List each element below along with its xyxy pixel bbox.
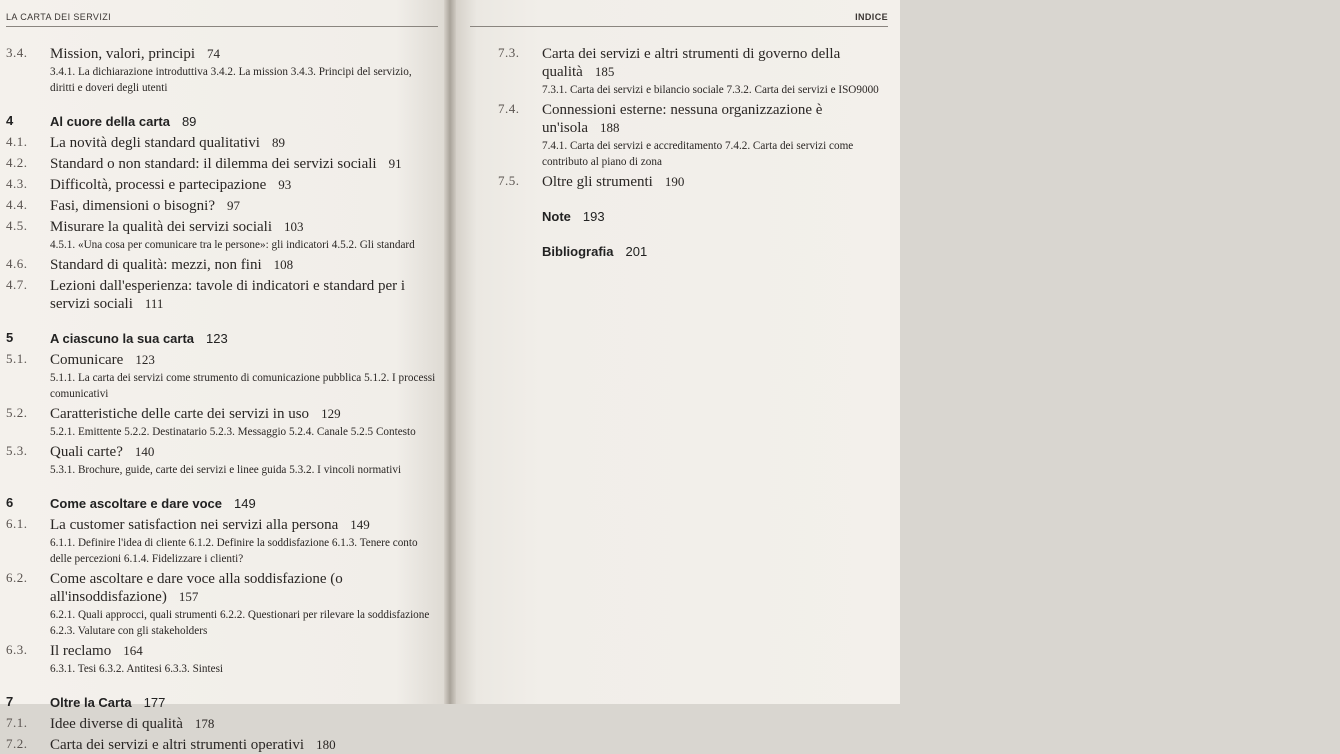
toc-page-number: 190	[664, 174, 685, 189]
left-running-head: LA CARTA DEI SERVIZI	[6, 12, 112, 22]
toc-subsections: 7.4.1. Carta dei servizi e accreditamento 7.4.2. Carta dei servizi come contributo al piano di zona	[542, 140, 854, 168]
toc-section	[6, 736, 436, 754]
toc-title: La customer satisfaction nei servizi alla persona	[50, 517, 339, 533]
toc-number: 7	[6, 694, 14, 709]
toc-section	[6, 405, 436, 440]
toc-number: 4.2.	[6, 155, 28, 170]
toc-chapter	[498, 208, 890, 226]
toc-subsections: 6.3.1. Tesi 6.3.2. Antitesi 6.3.3. Sintesi	[50, 663, 224, 675]
toc-title: Standard di qualità: mezzi, non fini	[50, 257, 262, 273]
show-through-text	[920, 190, 1340, 670]
toc-subsections: 5.3.1. Brochure, guide, carte dei servizi e linee guida 5.3.2. I vincoli normativi	[50, 464, 402, 476]
toc-page-number: 103	[284, 219, 304, 234]
toc-title: Standard o non standard: il dilemma dei servizi sociali	[50, 156, 377, 172]
toc-number: 7.3.	[498, 45, 520, 60]
toc-title: Carta dei servizi e altri strumenti di governo della qualità	[542, 46, 841, 80]
toc-page-number: 140	[134, 444, 155, 459]
toc-page-number: 177	[143, 695, 166, 710]
toc-title: Comunicare	[50, 352, 124, 368]
toc-section	[6, 134, 436, 152]
toc-number: 5	[6, 330, 14, 345]
toc-title: Misurare la qualità dei servizi sociali	[50, 219, 273, 235]
toc-subsections: 6.2.1. Quali approcci, quali strumenti 6.2.2. Questionari per rilevare la soddisfazione 6.2.3. Valutare con gli stakeholders	[50, 609, 430, 637]
toc-title: A ciascuno la sua carta	[50, 331, 195, 346]
right-toc	[498, 42, 890, 261]
toc-page-number: 108	[273, 257, 294, 272]
toc-page-number: 178	[194, 716, 215, 731]
toc-number: 4.5.	[6, 218, 28, 233]
toc-subsections: 4.5.1. «Una cosa per comunicare tra le persone»: gli indicatori 4.5.2. Gli standard	[50, 239, 415, 251]
toc-number	[498, 208, 542, 226]
toc-section	[6, 218, 436, 253]
toc-subsections: 3.4.1. La dichiarazione introduttiva 3.4.2. La mission 3.4.3. Principi del servizio, diritti e doveri degli utenti	[50, 66, 412, 94]
toc-number: 4.4.	[6, 197, 28, 212]
toc-section	[498, 173, 890, 191]
toc-section	[6, 197, 436, 215]
toc-subsections: 6.1.1. Definire l'idea di cliente 6.1.2. Definire la soddisfazione 6.1.3. Tenere conto delle percezioni 6.1.4. Fidelizzare i clienti?	[50, 537, 418, 565]
toc-title: Come ascoltare e dare voce alla soddisfazione (o all'insoddisfazione)	[50, 571, 343, 605]
toc-chapter	[6, 694, 436, 712]
toc-section	[6, 715, 436, 733]
toc-title: Bibliografia	[542, 244, 614, 259]
toc-title: Note	[542, 209, 571, 224]
toc-page-number: 89	[271, 135, 285, 150]
toc-number: 4.1.	[6, 134, 28, 149]
toc-number: 5.2.	[6, 405, 28, 420]
left-toc	[6, 42, 436, 754]
toc-section	[6, 443, 436, 478]
toc-number: 7.5.	[498, 173, 520, 188]
toc-section	[6, 176, 436, 194]
right-running-head: INDICE	[855, 12, 888, 22]
toc-section	[6, 642, 436, 677]
toc-page-number: 93	[278, 177, 292, 192]
toc-page-number: 149	[350, 517, 370, 532]
toc-page-number: 188	[600, 120, 620, 135]
toc-chapter	[6, 495, 436, 513]
toc-number: 5.3.	[6, 443, 28, 458]
toc-page-number: 180	[316, 737, 336, 752]
toc-page-number: 149	[233, 496, 256, 511]
toc-section	[6, 570, 436, 639]
left-header-rule	[6, 26, 438, 27]
toc-subsections: 5.2.1. Emittente 5.2.2. Destinatario 5.2.3. Messaggio 5.2.4. Canale 5.2.5 Contesto	[50, 426, 416, 438]
toc-page-number: 97	[227, 198, 240, 213]
toc-section	[6, 277, 436, 313]
toc-section	[498, 45, 890, 98]
toc-title: Mission, valori, principi	[50, 46, 195, 62]
toc-page-number: 157	[178, 589, 199, 604]
toc-page-number: 123	[206, 331, 228, 346]
right-header-rule	[470, 26, 888, 27]
toc-title: Quali carte?	[50, 444, 123, 460]
toc-title: Oltre la Carta	[50, 695, 132, 710]
toc-number: 7.2.	[6, 736, 28, 751]
toc-title: La novità degli standard qualitativi	[50, 135, 260, 151]
toc-number: 5.1.	[6, 351, 28, 366]
toc-subsections: 5.1.1. La carta dei servizi come strumento di comunicazione pubblica 5.1.2. I processi comunicativi	[50, 372, 436, 400]
toc-title: Caratteristiche delle carte dei servizi in uso	[50, 406, 310, 422]
toc-number: 4	[6, 113, 14, 128]
toc-title: Carta dei servizi e altri strumenti operativi	[50, 737, 305, 753]
toc-section	[6, 256, 436, 274]
toc-section	[498, 101, 890, 170]
toc-title: Lezioni dall'esperienza: tavole di indicatori e standard per i servizi sociali	[50, 278, 406, 312]
toc-number	[498, 243, 542, 261]
toc-page-number: 129	[321, 406, 341, 421]
toc-number: 4.7.	[6, 277, 28, 292]
toc-title: Come ascoltare e dare voce	[50, 496, 222, 511]
toc-section	[6, 516, 436, 567]
toc-page-number: 111	[144, 296, 164, 311]
toc-section	[6, 351, 436, 402]
toc-page-number: 164	[123, 643, 143, 658]
toc-number: 7.1.	[6, 715, 28, 730]
toc-title: Fasi, dimensioni o bisogni?	[50, 198, 215, 214]
toc-number: 4.6.	[6, 256, 28, 271]
toc-title: Al cuore della carta	[50, 114, 170, 129]
toc-number: 6.2.	[6, 570, 28, 585]
toc-page-number: 74	[207, 46, 220, 61]
toc-chapter	[6, 113, 436, 131]
toc-title: Difficoltà, processi e partecipazione	[50, 177, 267, 193]
toc-number: 4.3.	[6, 176, 28, 191]
toc-title: Idee diverse di qualità	[50, 716, 183, 732]
toc-title: Il reclamo	[50, 643, 112, 659]
toc-subsections: 7.3.1. Carta dei servizi e bilancio sociale 7.3.2. Carta dei servizi e ISO9000	[542, 84, 879, 96]
toc-section	[6, 155, 436, 173]
toc-page-number: 185	[594, 64, 615, 79]
left-page	[0, 0, 450, 753]
toc-number: 6	[6, 495, 14, 510]
toc-number: 7.4.	[498, 101, 520, 116]
toc-page-number: 91	[388, 156, 402, 171]
book-gutter	[444, 0, 456, 704]
toc-page-number: 123	[135, 352, 155, 367]
toc-page-number: 193	[582, 209, 605, 224]
toc-page-number: 201	[625, 244, 648, 259]
toc-title: Connessioni esterne: nessuna organizzazione è un'isola	[542, 102, 823, 136]
toc-number: 6.3.	[6, 642, 28, 657]
toc-chapter	[498, 243, 890, 261]
toc-number: 6.1.	[6, 516, 28, 531]
toc-number: 3.4.	[6, 45, 28, 60]
toc-page-number: 89	[181, 114, 197, 129]
toc-title: Oltre gli strumenti	[542, 174, 653, 190]
toc-section	[6, 45, 436, 96]
toc-chapter	[6, 330, 436, 348]
